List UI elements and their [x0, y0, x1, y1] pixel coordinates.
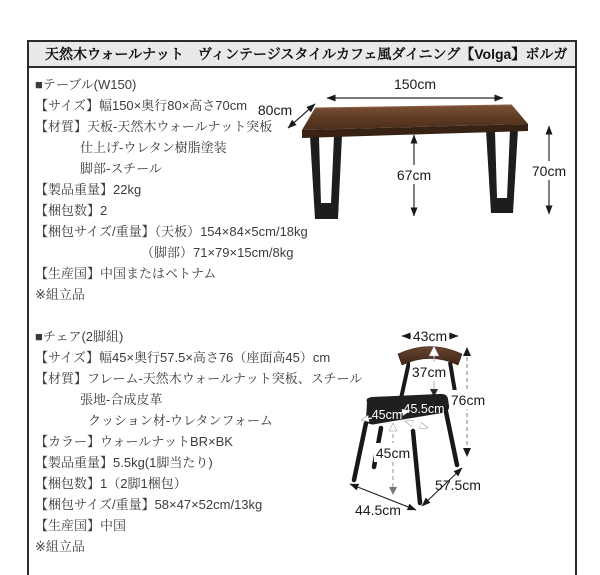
arrowhead-up — [389, 423, 397, 431]
table-section-heading: ■テーブル(W150) — [35, 77, 137, 92]
chair-material-line: 【材質】フレーム-天然木ウォールナット突板、スチール — [35, 371, 363, 386]
table-leg-material-line: 脚部-スチール — [80, 161, 162, 176]
arrowhead-down — [463, 448, 471, 457]
chair-weight-line: 【製品重量】5.5kg(1脚当たり) — [35, 455, 213, 470]
table-package-size-line2: （脚部）71×79×15cm/8kg — [141, 245, 294, 260]
table-weight-line: 【製品重量】22kg — [35, 182, 142, 197]
chair-height-dim: 76cm — [450, 392, 486, 408]
chair-back-height-dim: 37cm — [411, 364, 447, 380]
arrowhead-down — [389, 487, 397, 495]
table-origin-line: 【生産国】中国またはベトナム — [35, 266, 217, 281]
chair-back-width-dim: 43cm — [412, 328, 448, 344]
table-material-line: 【材質】天板-天然木ウォールナット突板 — [35, 119, 273, 134]
table-package-count-line: 【梱包数】2 — [35, 203, 108, 218]
chair-size-line: 【サイズ】幅45×奥行57.5×高さ76（座面高45）cm — [35, 350, 331, 365]
chair-seat-width-dim: 45cm — [371, 408, 403, 422]
chair-front-width-dim: 44.5cm — [355, 502, 401, 518]
table-finish-line: 仕上げ-ウレタン樹脂塗装 — [80, 140, 227, 155]
table-height-dim: 70cm — [531, 163, 567, 179]
table-size-line: 【サイズ】幅150×奥行80×高さ70cm — [35, 98, 248, 113]
chair-upholstery-line: 張地-合成皮革 — [80, 392, 163, 407]
title-bar — [27, 40, 577, 68]
chair-seat-height-dim: 45cm — [375, 445, 411, 461]
product-title: 天然木ウォールナット ヴィンテージスタイルカフェ風ダイニング【Volga】ボルガ — [45, 46, 568, 62]
chair-depth-dim: 57.5cm — [435, 477, 481, 493]
chair-seat-depth-dim: 45.5cm — [403, 402, 445, 416]
table-assembly-note: ※組立品 — [35, 287, 85, 302]
chair-seat-depth-arrow — [405, 421, 428, 428]
chair-package-size-line: 【梱包サイズ/重量】58×47×52cm/13kg — [35, 497, 263, 512]
table-dimension-diagram — [250, 72, 580, 227]
table-underside-height-dim: 67cm — [396, 167, 432, 183]
chair-section-heading: ■チェア(2脚組) — [35, 329, 124, 344]
chair-color-line: 【カラー】ウォールナットBR×BK — [35, 434, 233, 449]
chair-dimension-diagram — [345, 320, 495, 530]
table-width-dim: 150cm — [393, 76, 437, 92]
table-package-size-line: 【梱包サイズ/重量】（天板）154×84×5cm/18kg — [35, 224, 308, 239]
table-depth-dim: 80cm — [257, 102, 293, 118]
chair-spec-list — [35, 326, 362, 557]
chair-package-count-line: 【梱包数】1（2脚1梱包） — [35, 476, 187, 491]
chair-origin-line: 【生産国】中国 — [35, 518, 127, 533]
chair-cushion-line: クッション材-ウレタンフォーム — [88, 413, 273, 428]
chair-assembly-note: ※組立品 — [35, 539, 85, 554]
arrowhead-up — [463, 347, 471, 356]
